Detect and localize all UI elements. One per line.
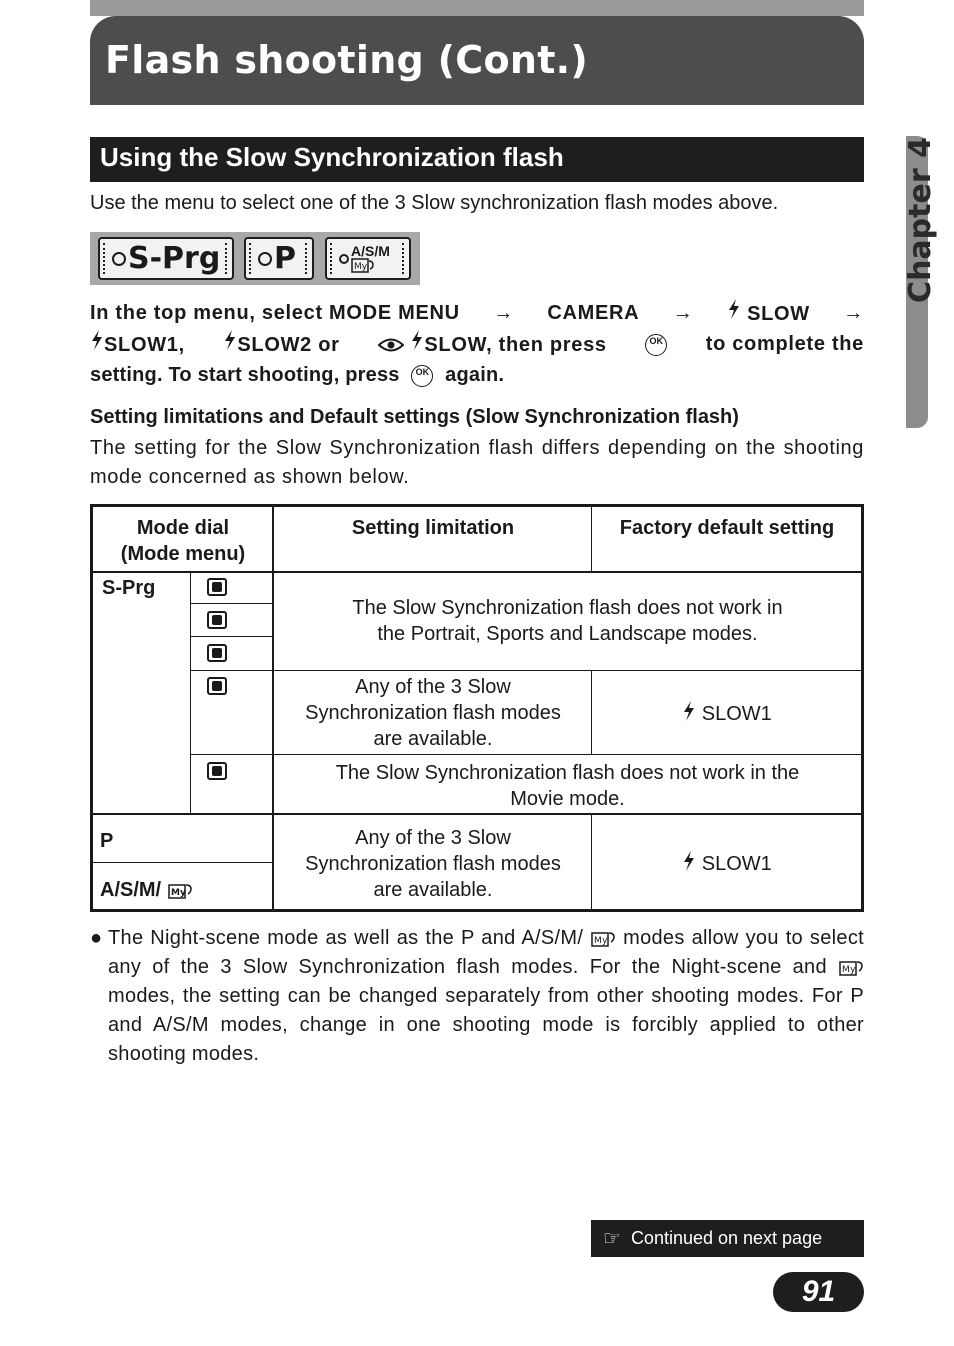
- sports-icon: [207, 611, 227, 629]
- flash-icon: [410, 329, 424, 351]
- mode-dial-strip: [90, 232, 420, 285]
- flash-icon: [727, 298, 741, 320]
- p-mode-icon: P: [244, 237, 314, 280]
- asm-label: A/S/M/ My: [100, 877, 193, 903]
- p-row-limitation: Any of the 3 Slow Synchronization flash modes are available.: [305, 827, 561, 901]
- flash-icon: [223, 329, 237, 351]
- night-row-limitation: Any of the 3 Slow Synchronization flash modes are available.: [305, 676, 561, 750]
- my-mode-icon: [351, 258, 375, 274]
- header-factory-default: Factory default setting: [619, 517, 835, 539]
- pointing-hand-icon: ☞: [603, 1228, 621, 1250]
- row-divider: [190, 636, 273, 637]
- flash-icon: [682, 700, 696, 722]
- row-divider: [190, 754, 861, 755]
- header-setting-limitation: Setting limitation: [351, 517, 515, 539]
- landscape-icon: [207, 644, 227, 662]
- ok-button-icon: OK: [411, 365, 433, 387]
- limits-heading: Setting limitations and Default settings (Slow Synchronization flash): [90, 406, 739, 428]
- svg-text:My: My: [842, 964, 856, 975]
- portrait-icon: [207, 578, 227, 596]
- bullet-icon: ●: [90, 927, 103, 949]
- my-mode-icon: [838, 958, 864, 978]
- movie-icon: [207, 762, 227, 780]
- asm-mode-icon: A/S/M My: [325, 237, 411, 280]
- arrow-icon: →: [493, 302, 514, 324]
- movie-row-text: The Slow Synchronization flash does not work in the Movie mode.: [335, 762, 800, 810]
- svg-text:My: My: [170, 887, 186, 898]
- sprg-label: S-Prg: [102, 577, 156, 599]
- instruction-text: In the top menu, select MODE MENU → CAMERA → SLOW → SLOW1, SLOW2 or SLOW, then press OK to complete the setting. To start shooting, press OK again.: [90, 298, 864, 391]
- row-divider: [93, 813, 861, 815]
- continued-banner: ☞ Continued on next page: [591, 1220, 864, 1257]
- note-bullet: ● The Night-scene mode as well as the P and A/S/M/ My modes allow you to select any of the 3 Slow Synchronization flash modes. For the Night-scene and My modes, the setting can be changed separately from other shooting modes. For P and A/S/M modes, change in one shooting mode is forcibly applied to other shooting modes.: [90, 924, 864, 1069]
- chapter-label: Chapter 4: [902, 137, 938, 303]
- my-mode-icon: [590, 929, 616, 949]
- row-divider: [93, 571, 861, 573]
- section-bar: [90, 137, 864, 182]
- arrow-icon: →: [843, 302, 864, 324]
- p-label: P: [100, 830, 114, 852]
- ok-button-icon: OK: [645, 334, 667, 356]
- page-number: 91: [773, 1272, 864, 1312]
- night-row-default: SLOW1: [593, 700, 861, 727]
- my-mode-icon: [167, 881, 193, 901]
- flash-icon: [682, 850, 696, 872]
- row-divider: [190, 603, 273, 604]
- column-divider: [591, 507, 592, 571]
- title-bar: [90, 16, 864, 105]
- row-divider: [93, 862, 273, 863]
- p-row-default: SLOW1: [593, 850, 861, 877]
- night-scene-icon: [207, 677, 227, 695]
- settings-table: [90, 504, 864, 912]
- header-mode-dial: Mode dial (Mode menu): [120, 517, 246, 565]
- row-divider: [190, 670, 861, 671]
- arrow-icon: →: [672, 302, 694, 324]
- column-divider: [190, 571, 191, 813]
- header-top-strip: [90, 0, 864, 16]
- portrait-row-text: The Slow Synchronization flash does not work in the Portrait, Sports and Landscape modes.: [352, 597, 783, 645]
- flash-icon: [90, 329, 104, 351]
- page-title: Flash shooting (Cont.): [105, 38, 589, 82]
- svg-text:My: My: [354, 261, 368, 272]
- svg-text:My: My: [594, 935, 608, 946]
- limits-text: The setting for the Slow Synchronization flash differs depending on the shooting mode concerned as shown below.: [90, 437, 864, 488]
- intro-text: Use the menu to select one of the 3 Slow synchronization flash modes above.: [90, 192, 779, 214]
- eye-icon: [378, 337, 404, 353]
- sprg-mode-icon: S-Prg: [98, 237, 234, 280]
- section-title: Using the Slow Synchronization flash: [100, 142, 564, 172]
